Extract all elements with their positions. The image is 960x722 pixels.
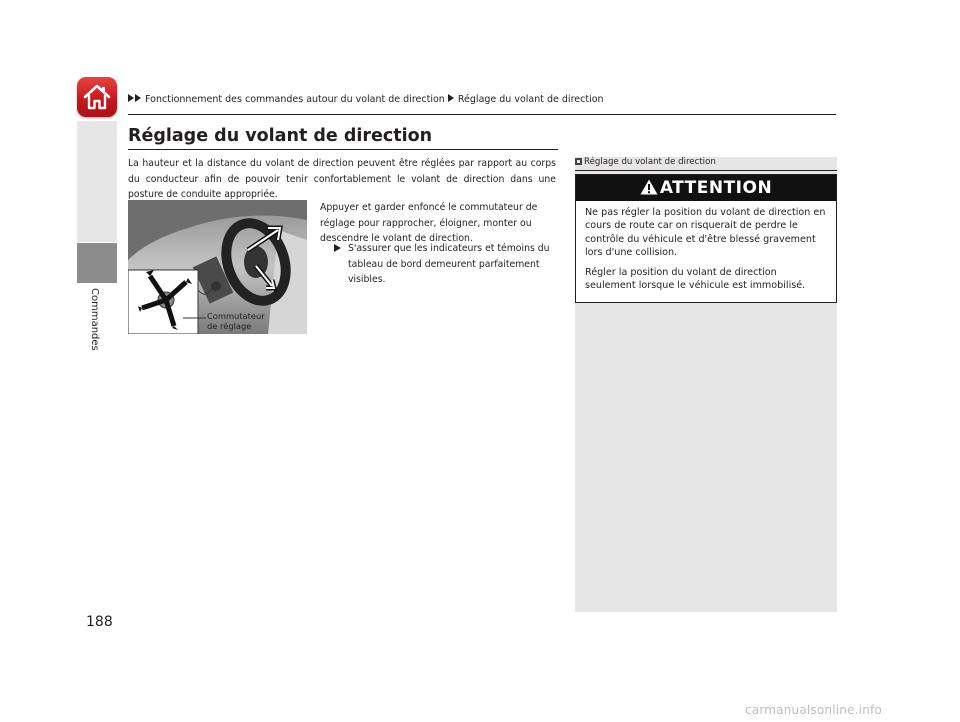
image-callout: Commutateur de réglage [207, 311, 265, 331]
warning-paragraph: Ne pas régler la position du volant de direction en cours de route car on risquerait de perdre le contrôle du véhicule et d'être blessé gravement lors d'une collision. [585, 207, 826, 259]
page-title: Réglage du volant de direction [128, 126, 433, 146]
home-button[interactable] [77, 77, 117, 117]
header-divider [128, 114, 836, 115]
triangle-right-icon [135, 94, 141, 102]
note-heading: Réglage du volant de direction [575, 157, 837, 171]
sidebar-tab-active[interactable] [77, 243, 117, 283]
instruction-substep [334, 241, 562, 288]
instruction-step: Appuyer et garder enfoncé le commutateur de réglage pour rapprocher, éloigner, monter ou descendre le volant de direction. [320, 202, 538, 245]
note-marker-icon [575, 158, 582, 165]
warning-triangle-icon [640, 179, 658, 195]
home-icon [81, 81, 113, 113]
title-underline [128, 149, 558, 150]
warning-header: ATTENTION [576, 175, 836, 201]
note-divider [575, 170, 837, 171]
sidebar-tab-inactive[interactable] [77, 121, 117, 242]
sidebar-section-label: Commandes [89, 288, 100, 351]
triangle-right-icon [128, 94, 134, 102]
warning-paragraph: Régler la position du volant de direction seulement lorsque le véhicule est immobilisé. [585, 267, 806, 292]
warning-box [575, 174, 837, 303]
triangle-right-icon [448, 94, 454, 102]
breadcrumb-item[interactable]: Réglage du volant de direction [457, 94, 604, 105]
watermark: carmanualsonline.info [745, 703, 882, 717]
page-number: 188 [86, 614, 113, 630]
breadcrumb [128, 94, 604, 105]
intro-paragraph: La hauteur et la distance du volant de direction peuvent être réglées par rapport au corps du conducteur afin de pouvoir tenir confortablement le volant de direction dans une posture de conduite appropriée. [128, 158, 556, 201]
substep-text: S'assurer que les indicateurs et témoins du tableau de bord demeurent parfaitement visibles. [348, 243, 550, 286]
triangle-right-icon [334, 244, 341, 252]
breadcrumb-item[interactable]: Fonctionnement des commandes autour du volant de direction [145, 94, 445, 105]
